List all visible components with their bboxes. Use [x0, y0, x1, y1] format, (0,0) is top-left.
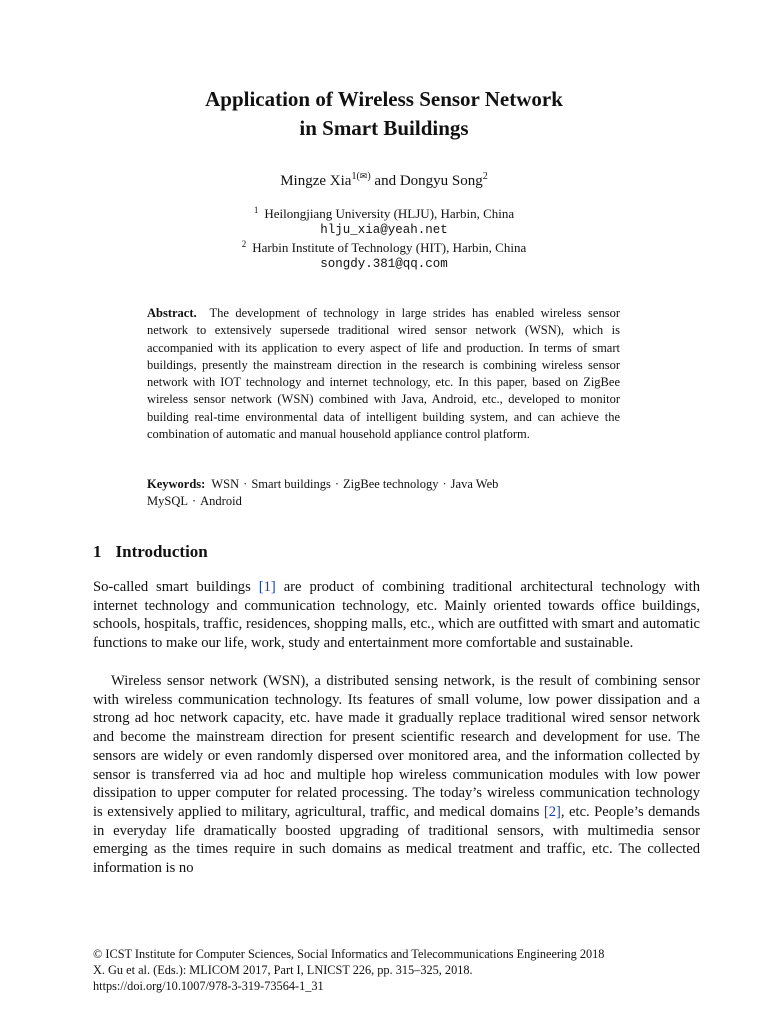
- section-number: 1: [93, 542, 102, 561]
- body-paragraph: [93, 578, 700, 653]
- paragraph-text: So-called smart buildings: [93, 579, 259, 595]
- copyright-footer: [93, 946, 713, 995]
- author-list: [0, 171, 768, 191]
- keyword-separator: ·: [442, 477, 447, 491]
- keyword: WSN: [211, 477, 240, 491]
- affiliation: [0, 239, 768, 256]
- envelope-icon[interactable]: ✉: [359, 172, 368, 182]
- keyword: Smart buildings: [251, 477, 331, 491]
- abstract: [147, 305, 620, 443]
- keywords-label: Keywords:: [147, 477, 206, 491]
- affiliation-number: 1: [253, 205, 259, 215]
- paper-title-line-2: in Smart Buildings: [299, 116, 469, 140]
- copyright-line: © ICST Institute for Computer Sciences, Social Informatics and Telecommunications Engineering 2018: [93, 947, 605, 961]
- affiliation-email[interactable]: songdy.381@qq.com: [320, 257, 448, 271]
- citation-link[interactable]: [2]: [543, 803, 561, 820]
- keyword-separator: ·: [191, 494, 197, 509]
- affiliation: [0, 205, 768, 222]
- section-title: Introduction: [115, 542, 208, 561]
- keyword: ZigBee technology: [343, 477, 439, 491]
- abstract-label: Abstract.: [147, 306, 197, 320]
- paragraph-text: are product of combining traditional architectural technology with internet technology and communication technology, etc. Mainly oriented towards office buildings, schools, hospitals, traffic, residences, shopping malls, etc., which are outfitted with smart and automatic functions to make our life, work, study and entertainment more comfortable and sustainable.: [93, 579, 700, 652]
- affiliation-name: Harbin Institute of Technology (HIT), Harbin, China: [252, 240, 527, 255]
- citation-line: X. Gu et al. (Eds.): MLICOM 2017, Part I, LNICST 226, pp. 315–325, 2018.: [93, 963, 473, 978]
- paragraph-text: Wireless sensor network (WSN), a distributed sensing network, is the result of combining sensor with wireless communication technology. Its features of small volume, low power dissipation and a strong ad hoc network capacity, etc. have made it gradually replace traditional wired sensor network and become the mainstream direction for present scientific research and development for use. The sensors are widely or even randomly dispersed over monitored area, and the information collected by sensor is transferred via ad hoc and multiple hop wireless communication modules with low power dissipation to upper computer for related processing. The today’s wireless communication technology is extensively applied to military, agricultural, traffic, and medical domains: [93, 673, 700, 820]
- keyword: MySQL: [147, 494, 188, 509]
- author-name: Mingze Xia: [280, 173, 352, 189]
- affiliation-number: 2: [241, 239, 247, 249]
- keywords: [147, 476, 620, 511]
- doi-link[interactable]: https://doi.org/10.1007/978-3-319-73564-1_31: [93, 979, 324, 994]
- affiliation-name: Heilongjiang University (HLJU), Harbin, China: [264, 206, 515, 221]
- author-conjunction: and: [370, 173, 400, 189]
- section-heading: [93, 541, 208, 563]
- abstract-text: The development of technology in large strides has enabled wireless sensor network to extensively supersede traditional wired sensor network (WSN), which is accompanied with its application to every aspect of life and production. In terms of smart buildings, presently the mainstream direction in the research is combining wireless sensor network with IOT technology and internet technology, etc. In this paper, based on ZigBee wireless sensor network (WSN) combined with Java, Android, etc., developed to monitor building real-time environmental data of intelligent building system, and can achieve the combination of automatic and manual household appliance control platform.: [147, 306, 620, 442]
- body-paragraph: [93, 672, 700, 878]
- author-superscript: 1(✉): [351, 171, 371, 182]
- paragraph-text: , etc. People’s demands in everyday life dramatically boosted upgrading of traditional sensors, with multimedia sensor emerging as the times require in such domains as medical treatment and traffic, etc. The collected information is no: [93, 803, 700, 877]
- author-superscript: 2: [482, 171, 488, 182]
- affiliation-email[interactable]: hlju_xia@yeah.net: [320, 223, 448, 237]
- author-name: Dongyu Song: [399, 173, 483, 189]
- paper-title-line-1: Application of Wireless Sensor Network: [205, 87, 563, 111]
- keyword: Java Web: [450, 477, 499, 491]
- keyword-separator: ·: [243, 477, 248, 491]
- keyword: Android: [200, 494, 242, 509]
- keyword-separator: ·: [334, 477, 340, 491]
- citation-link[interactable]: [1]: [258, 579, 276, 595]
